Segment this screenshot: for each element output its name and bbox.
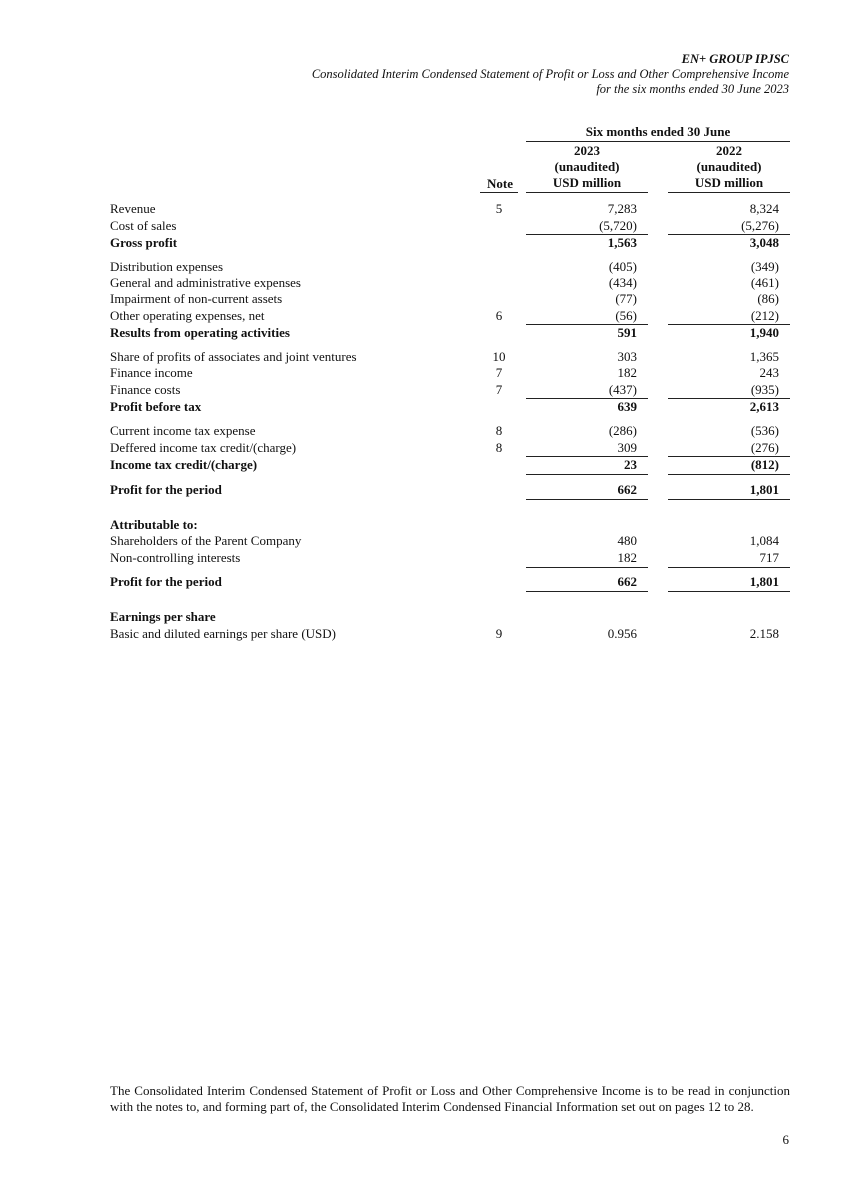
- row-value-2022: 717: [759, 550, 779, 565]
- row-note: 7: [495, 365, 503, 380]
- row-value-2022: (86): [757, 291, 779, 306]
- company-name: EN+ GROUP IPJSC: [681, 52, 789, 66]
- row-value-2022: (935): [750, 382, 779, 397]
- row-label: Attributable to:: [110, 517, 198, 532]
- row-value-2023: 182: [617, 550, 637, 565]
- row-value-2023: 591: [617, 325, 637, 340]
- row-value-2022: 3,048: [749, 235, 779, 250]
- statement-period: for the six months ended 30 June 2023: [596, 82, 789, 96]
- section-heading: [110, 517, 790, 534]
- table-row: [110, 275, 790, 292]
- row-value-2022: (461): [750, 275, 779, 290]
- row-value-2023: (5,720): [599, 218, 637, 233]
- row-note: 10: [492, 349, 506, 364]
- row-value-2022: (349): [750, 259, 779, 274]
- table-row: [110, 349, 790, 366]
- table-row: [110, 440, 790, 457]
- year-2023: 2023: [574, 143, 600, 158]
- row-label: Gross profit: [110, 235, 178, 250]
- row-value-2022: (5,276): [741, 218, 779, 233]
- table-row: [110, 218, 790, 235]
- statement-title: Consolidated Interim Condensed Statement of Profit or Loss and Other Comprehensive Income: [311, 67, 789, 81]
- table-row: [110, 423, 790, 440]
- row-value-2022: 1,084: [749, 533, 779, 548]
- row-note: 6: [495, 308, 503, 323]
- header-rule-2022: [668, 192, 790, 193]
- row-note: 8: [495, 423, 503, 438]
- row-label: Profit for the period: [110, 574, 222, 589]
- row-label: Current income tax expense: [110, 423, 256, 438]
- row-value-2023: 7,283: [607, 201, 637, 216]
- row-note: 9: [495, 626, 503, 641]
- row-value-2023: 1,563: [607, 235, 637, 250]
- total-rule: [668, 499, 790, 500]
- column-headers: [110, 124, 790, 194]
- row-label: Finance income: [110, 365, 193, 380]
- row-value-2023: (77): [615, 291, 637, 306]
- row-label: Shareholders of the Parent Company: [110, 533, 302, 548]
- row-label: Basic and diluted earnings per share (USD): [110, 626, 336, 641]
- column-2023-header: [526, 143, 648, 191]
- row-label: General and administrative expenses: [110, 275, 301, 290]
- total-rule: [668, 474, 790, 475]
- table-row: [110, 259, 790, 276]
- unit-2022: USD million: [694, 175, 764, 190]
- row-value-2022: (812): [750, 457, 779, 472]
- row-label: Earnings per share: [110, 609, 216, 624]
- row-value-2023: (437): [608, 382, 637, 397]
- table-row-total: [110, 574, 790, 591]
- row-value-2023: 662: [617, 574, 637, 589]
- period-rule: [526, 141, 790, 142]
- note-column-header: Note: [487, 176, 513, 191]
- row-value-2023: (405): [608, 259, 637, 274]
- table-row: [110, 550, 790, 567]
- row-label: Revenue: [110, 201, 156, 216]
- row-label: Share of profits of associates and joint ventures: [110, 349, 357, 364]
- table-row: [110, 365, 790, 382]
- table-row-subtotal: [110, 235, 790, 252]
- row-label: Profit before tax: [110, 399, 202, 414]
- row-label: Deffered income tax credit/(charge): [110, 440, 297, 455]
- subtotal-rule: [526, 567, 648, 568]
- period-heading: Six months ended 30 June: [585, 124, 731, 139]
- total-rule: [668, 591, 790, 592]
- row-label: Profit for the period: [110, 482, 222, 497]
- section-heading: [110, 609, 790, 626]
- row-value-2022: 1,801: [749, 574, 779, 589]
- row-value-2022: 2.158: [749, 626, 779, 641]
- row-value-2022: 1,801: [749, 482, 779, 497]
- row-value-2023: 309: [617, 440, 637, 455]
- header-rule-note: [480, 192, 518, 193]
- row-label: Non-controlling interests: [110, 550, 241, 565]
- row-note: 8: [495, 440, 503, 455]
- footnote: The Consolidated Interim Condensed Statement of Profit or Loss and Other Comprehensive Income is to be read in conjunction with the notes to, and forming part of, the Consolidated Interim Condensed Financial Information set out on pages 12 to 28.: [110, 1083, 790, 1114]
- row-value-2023: (434): [608, 275, 637, 290]
- total-rule: [526, 499, 648, 500]
- total-rule: [526, 591, 648, 592]
- row-value-2023: 182: [617, 365, 637, 380]
- row-value-2022: 1,365: [749, 349, 779, 364]
- page-header: [312, 52, 789, 97]
- status-2023: (unaudited): [554, 159, 620, 174]
- row-value-2023: (286): [608, 423, 637, 438]
- row-label: Income tax credit/(charge): [110, 457, 258, 472]
- row-value-2023: 303: [617, 349, 637, 364]
- row-note: 5: [495, 201, 503, 216]
- row-value-2023: 480: [617, 533, 637, 548]
- table-row: [110, 291, 790, 308]
- header-rule-2023: [526, 192, 648, 193]
- row-value-2023: 639: [617, 399, 637, 414]
- row-value-2022: 2,613: [749, 399, 779, 414]
- row-label: Results from operating activities: [110, 325, 290, 340]
- row-value-2022: 243: [759, 365, 779, 380]
- table-row: [110, 533, 790, 550]
- total-rule: [526, 474, 648, 475]
- table-row-subtotal: [110, 457, 790, 474]
- page-number: 6: [782, 1132, 789, 1147]
- row-value-2022: 8,324: [749, 201, 779, 216]
- table-row: [110, 626, 790, 643]
- table-row-subtotal: [110, 399, 790, 416]
- row-note: 7: [495, 382, 503, 397]
- table-row-subtotal: [110, 325, 790, 342]
- row-value-2023: 662: [617, 482, 637, 497]
- status-2022: (unaudited): [696, 159, 762, 174]
- unit-2023: USD million: [552, 175, 622, 190]
- row-label: Other operating expenses, net: [110, 308, 265, 323]
- table-row: [110, 201, 790, 218]
- row-label: Distribution expenses: [110, 259, 224, 274]
- row-value-2022: (536): [750, 423, 779, 438]
- row-value-2023: (56): [615, 308, 637, 323]
- subtotal-rule: [668, 567, 790, 568]
- year-2022: 2022: [716, 143, 742, 158]
- row-value-2023: 0.956: [607, 626, 637, 641]
- column-2022-header: [668, 143, 790, 191]
- table-row-total: [110, 482, 790, 499]
- row-label: Cost of sales: [110, 218, 177, 233]
- row-value-2022: (212): [750, 308, 779, 323]
- row-label: Finance costs: [110, 382, 181, 397]
- row-value-2023: 23: [624, 457, 637, 472]
- row-label: Impairment of non-current assets: [110, 291, 283, 306]
- table-row: [110, 382, 790, 399]
- row-value-2022: (276): [750, 440, 779, 455]
- table-row: [110, 308, 790, 325]
- row-value-2022: 1,940: [749, 325, 779, 340]
